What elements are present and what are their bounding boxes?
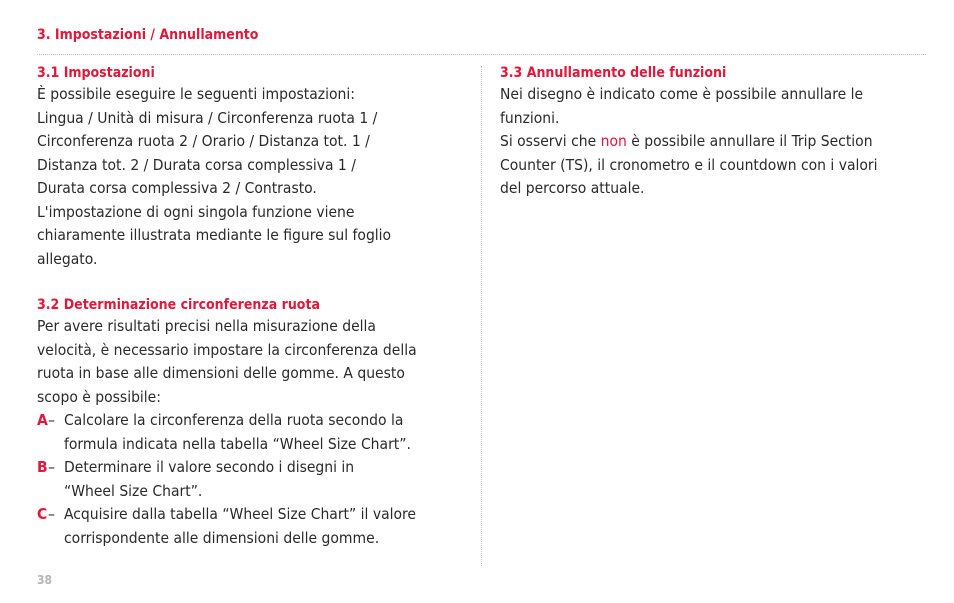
- text-line: Counter (TS), il cronometro e il countdown con i valori: [500, 155, 878, 174]
- page-title: 3. Impostazioni / Annullamento: [37, 27, 259, 43]
- list-marker-a: A: [37, 411, 48, 429]
- list-item-line: Acquisire dalla tabella “Wheel Size Chart” il valore: [64, 505, 417, 523]
- text-line: Lingua / Unità di misura / Circonferenza ruota 1 /: [37, 108, 378, 127]
- text-line: allegato.: [37, 249, 98, 268]
- left-column: [37, 63, 467, 550]
- text-line: L'impostazione di ogni singola funzione viene: [37, 202, 355, 221]
- title-divider: [37, 54, 926, 55]
- text-line: È possibile eseguire le seguenti impostazioni:: [37, 85, 355, 103]
- list-marker-b: B: [37, 458, 48, 476]
- list-item-line: corrispondente alle dimensioni delle gomme.: [64, 528, 380, 547]
- text-fragment: è possibile annullare il Trip Section: [626, 132, 873, 150]
- right-column: [500, 63, 920, 201]
- section-heading-3-1: 3.1 Impostazioni: [37, 65, 155, 81]
- text-line: funzioni.: [500, 108, 560, 127]
- text-line: del percorso attuale.: [500, 179, 645, 197]
- list-item-line: formula indicata nella tabella “Wheel Size Chart”.: [64, 434, 411, 453]
- text-line: scopo è possibile:: [37, 387, 161, 406]
- section-3-3-body: [500, 83, 920, 201]
- text-line: velocità, è necessario impostare la circonferenza della: [37, 340, 417, 359]
- text-line: [500, 130, 920, 154]
- emphasis-non: non: [600, 132, 627, 150]
- list-item: [37, 409, 467, 456]
- list-marker-c: C: [37, 505, 48, 523]
- list-item: [37, 503, 467, 550]
- text-line: Nei disegno è indicato come è possibile annullare le: [500, 85, 864, 103]
- section-3-2-body: [37, 315, 467, 409]
- list-dash: –: [48, 411, 55, 429]
- list-dash: –: [48, 458, 55, 476]
- text-line: ruota in base alle dimensioni delle gomme. A questo: [37, 364, 405, 382]
- text-fragment: Si osservi che: [500, 132, 601, 150]
- page-number: 38: [37, 573, 53, 587]
- section-heading-3-3: 3.3 Annullamento delle funzioni: [500, 65, 727, 81]
- text-line: Circonferenza ruota 2 / Orario / Distanza tot. 1 /: [37, 132, 370, 150]
- list-item-line: Determinare il valore secondo i disegni in: [64, 458, 355, 476]
- list-item-line: Calcolare la circonferenza della ruota secondo la: [64, 411, 404, 429]
- section-heading-3-2: 3.2 Determinazione circonferenza ruota: [37, 297, 320, 313]
- list-dash: –: [48, 505, 55, 523]
- text-line: chiaramente illustrata mediante le figure sul foglio: [37, 226, 392, 244]
- text-line: Per avere risultati precisi nella misurazione della: [37, 317, 376, 335]
- column-divider: [481, 66, 482, 566]
- text-line: Distanza tot. 2 / Durata corsa complessiva 1 /: [37, 155, 356, 174]
- list-item-line: “Wheel Size Chart”.: [64, 481, 203, 500]
- section-3-1-body: [37, 83, 467, 271]
- section-spacer: [37, 271, 467, 295]
- list-item: [37, 456, 467, 503]
- text-line: Durata corsa complessiva 2 / Contrasto.: [37, 179, 317, 197]
- option-list: [37, 409, 467, 550]
